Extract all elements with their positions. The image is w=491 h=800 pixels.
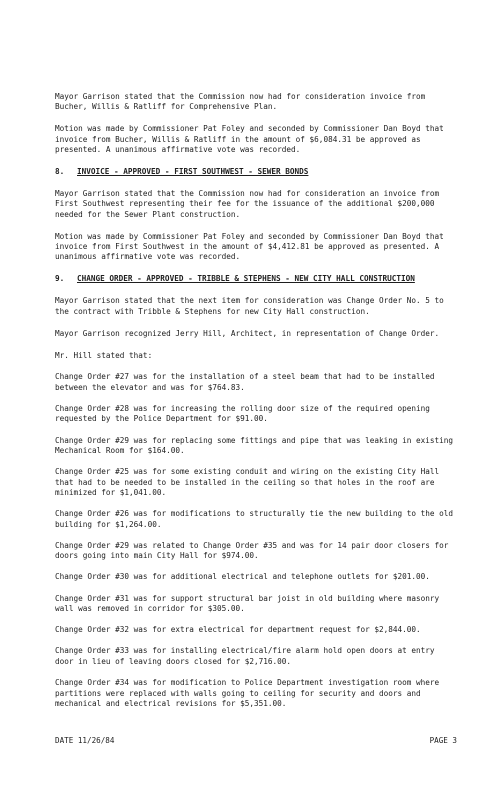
footer-date: DATE 11/26/84 bbox=[55, 736, 115, 745]
section-number: 8. bbox=[55, 167, 65, 177]
section-9-paragraph-1: Mayor Garrison stated that the next item for consideration was Change Order No. 5 to the contract with Tribble & Stephens for new City Hall construction. bbox=[55, 296, 444, 316]
footer-page-number: PAGE 3 bbox=[429, 736, 457, 745]
change-order-item: Change Order #32 was for extra electrical for department request for $2,844.00. bbox=[55, 625, 421, 635]
section-9-paragraph-2: Mayor Garrison recognized Jerry Hill, Architect, in representation of Change Order. bbox=[55, 328, 440, 338]
change-order-item: Change Order #30 was for additional electrical and telephone outlets for $201.00. bbox=[55, 572, 430, 582]
section-title: CHANGE ORDER - APPROVED - TRIBBLE & STEPHENS - NEW CITY HALL CONSTRUCTION bbox=[77, 274, 415, 284]
change-order-item: Change Order #28 was for increasing the rolling door size of the required opening requested by the Police Department for $91.00. bbox=[55, 404, 430, 424]
change-order-item: Change Order #31 was for support structural bar joist in old building where masonry wall was removed in corridor for $305.00. bbox=[55, 593, 440, 614]
change-order-item: Change Order #33 was for installing electrical/fire alarm hold open doors at entry door in lieu of leaving doors closed for $2,716.00. bbox=[55, 646, 435, 666]
page-footer bbox=[55, 736, 457, 745]
section-title: INVOICE - APPROVED - FIRST SOUTHWEST - SEWER BONDS bbox=[77, 167, 309, 177]
change-order-item: Change Order #25 was for some existing conduit and wiring on the existing City Hall that had to be needed to be installed in the ceiling so that holes in the roof are minimized for $1,041.00. bbox=[55, 467, 440, 498]
change-order-item: Change Order #29 was for replacing some fittings and pipe that was leaking in existing Mechanical Room for $164.00. bbox=[55, 435, 454, 456]
intro-paragraph-2: Motion was made by Commissioner Pat Foley and seconded by Commissioner Dan Boyd that invoice from Bucher, Willis & Ratliff in the amount of $6,084.31 be approved as presented. A unanimous affirmative vote was recorded. bbox=[55, 124, 444, 155]
change-order-item: Change Order #27 was for the installation of a steel beam that had to be installed between the elevator and was for $764.83. bbox=[55, 372, 435, 392]
section-8-heading bbox=[55, 167, 457, 177]
change-order-item: Change Order #34 was for modification to Police Department investigation room where partitions were replaced with walls going to ceiling for security and doors and mechanical and electrical revisions for $5,351.00. bbox=[55, 678, 440, 708]
change-order-item: Change Order #29 was related to Change Order #35 and was for 14 pair door closers for doors going into main City Hall for $974.00. bbox=[55, 540, 449, 561]
section-9-paragraph-3: Mr. Hill stated that: bbox=[55, 350, 153, 360]
section-9-heading bbox=[55, 274, 457, 284]
change-order-item: Change Order #26 was for modifications to structurally tie the new building to the old building for $1,264.00. bbox=[55, 509, 454, 529]
section-8-paragraph-1: Mayor Garrison stated that the Commission now had for consideration an invoice from First Southwest representing their fee for the issuance of the additional $200,000 needed for the Sewer Plant construction. bbox=[55, 188, 440, 219]
minutes-body bbox=[55, 92, 457, 720]
section-8-paragraph-2: Motion was made by Commissioner Pat Foley and seconded by Commissioner Dan Boyd that invoice from First Southwest in the amount of $4,412.81 be approved as presented. A unanimous affirmative vote was recorded. bbox=[55, 231, 444, 262]
section-number: 9. bbox=[55, 274, 65, 284]
intro-paragraph-1: Mayor Garrison stated that the Commission now had for consideration invoice from Bucher, Willis & Ratliff for Comprehensive Plan. bbox=[55, 92, 426, 112]
